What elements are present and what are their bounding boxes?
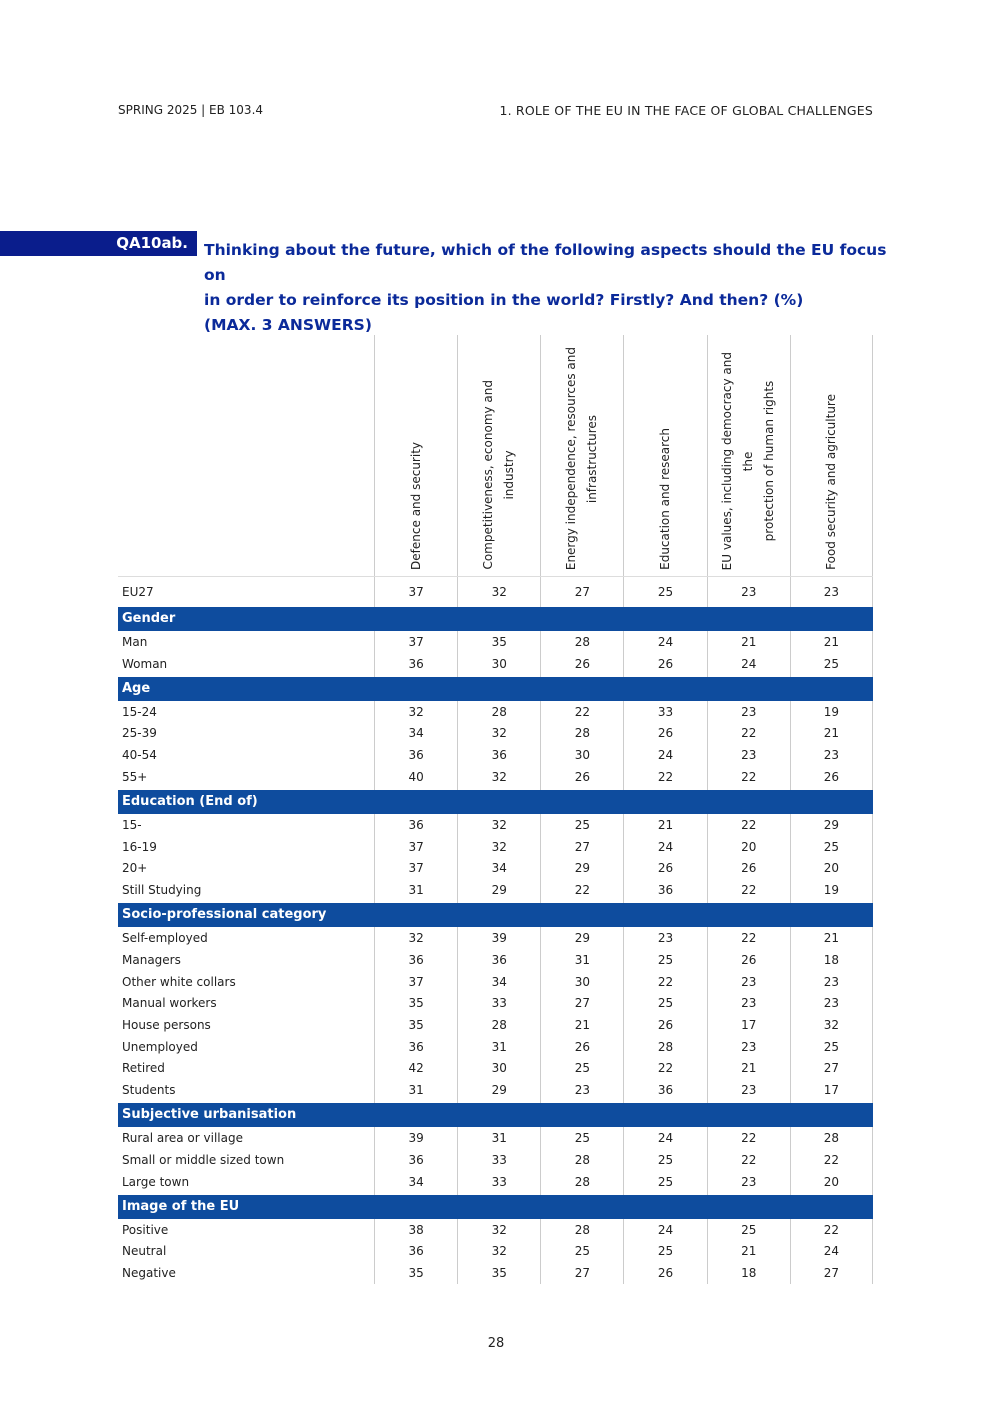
row-label: 25-39 (122, 726, 157, 741)
cell-value: 22 (540, 701, 623, 723)
column-header-label (406, 442, 427, 570)
row-spacer-cell (374, 674, 457, 677)
cell-value: 37 (374, 971, 457, 993)
cell-value: 25 (623, 577, 706, 607)
table-row (118, 949, 873, 971)
column-header-line: protection of human rights (762, 380, 777, 542)
question-code: QA10ab. (0, 231, 197, 256)
cell-value: 30 (457, 653, 540, 675)
row-label: Other white collars (122, 974, 236, 989)
cell-value: 23 (707, 577, 790, 607)
cell-value: 24 (790, 1241, 873, 1263)
cell-value: 26 (623, 1014, 706, 1036)
table-row (118, 1079, 873, 1101)
cell-value: 21 (790, 927, 873, 949)
cell-value: 21 (623, 814, 706, 836)
column-header-line: Defence and security (408, 442, 423, 570)
row-spacer-cell (457, 788, 540, 791)
cell-value: 35 (374, 1014, 457, 1036)
cell-value: 26 (623, 858, 706, 880)
row-spacer-cell (540, 674, 623, 677)
column-header-line: EU values, including democracy and (720, 351, 735, 570)
cell-value: 25 (790, 1036, 873, 1058)
row-label: Self-employed (122, 931, 208, 946)
cell-value: 17 (790, 1079, 873, 1101)
row-spacer-cell (540, 901, 623, 904)
cell-value: 20 (790, 1171, 873, 1193)
cell-value: 28 (457, 1014, 540, 1036)
cell-value: 22 (707, 814, 790, 836)
cell-value: 23 (707, 1036, 790, 1058)
table-row (118, 814, 873, 836)
cell-value: 26 (540, 766, 623, 788)
cell-value: 25 (623, 992, 706, 1014)
cell-value: 21 (540, 1014, 623, 1036)
cell-value: 31 (540, 949, 623, 971)
row-label: Rural area or village (122, 1131, 243, 1146)
table-row (118, 723, 873, 745)
column-header-label (655, 428, 676, 570)
cell-value: 36 (374, 1149, 457, 1171)
cell-value: 18 (790, 949, 873, 971)
cell-value: 20 (707, 836, 790, 858)
row-spacer-label (118, 674, 374, 677)
table-row (118, 1036, 873, 1058)
cell-value: 35 (457, 1262, 540, 1284)
column-header-line: Education and research (658, 428, 673, 570)
table-row (118, 653, 873, 675)
cell-value: 23 (707, 1079, 790, 1101)
cell-value: 37 (374, 836, 457, 858)
row-label: Manual workers (122, 996, 217, 1011)
cell-value: 25 (707, 1219, 790, 1241)
cell-value: 23 (707, 701, 790, 723)
column-header-label (478, 380, 520, 570)
column-header-line: the (741, 451, 756, 471)
cell-value: 23 (707, 744, 790, 766)
cell-value: 26 (540, 653, 623, 675)
cell-value: 24 (623, 1219, 706, 1241)
cell-value: 29 (540, 927, 623, 949)
table-row (118, 927, 873, 949)
question-title-line: (MAX. 3 ANSWERS) (204, 316, 372, 334)
row-spacer-cell (457, 1101, 540, 1104)
cell-value: 25 (540, 1127, 623, 1149)
column-header-label (717, 352, 780, 570)
table-row (118, 766, 873, 788)
cell-value: 28 (457, 701, 540, 723)
column-header-line: infrastructures (585, 414, 600, 503)
cell-value: 22 (707, 927, 790, 949)
cell-value: 29 (790, 814, 873, 836)
cell-value: 28 (540, 631, 623, 653)
cell-value: 21 (790, 723, 873, 745)
cell-value: 21 (707, 1241, 790, 1263)
table-row (118, 744, 873, 766)
section-header: Gender (118, 607, 873, 631)
cell-value: 36 (623, 879, 706, 901)
cell-value: 29 (540, 858, 623, 880)
row-spacer-cell (540, 788, 623, 791)
row-spacer-cell (623, 788, 706, 791)
cell-value: 26 (707, 949, 790, 971)
cell-value: 42 (374, 1058, 457, 1080)
question-title-line: in order to reinforce its position in the world? Firstly? And then? (%) (204, 291, 804, 309)
cell-value: 23 (623, 927, 706, 949)
row-spacer-cell (540, 1101, 623, 1104)
cell-value: 38 (374, 1219, 457, 1241)
cell-value: 34 (374, 1171, 457, 1193)
cell-value: 28 (540, 1171, 623, 1193)
row-spacer-cell (790, 788, 873, 791)
cell-value: 32 (457, 1241, 540, 1263)
page-number: 28 (487, 1336, 505, 1351)
cell-value: 28 (623, 1036, 706, 1058)
cell-value: 26 (623, 653, 706, 675)
row-label: 16-19 (122, 839, 157, 854)
row-label: Woman (122, 656, 168, 671)
cell-value: 31 (374, 879, 457, 901)
cell-value: 28 (540, 723, 623, 745)
cell-value: 33 (457, 1149, 540, 1171)
cell-value: 32 (457, 836, 540, 858)
row-label: 20+ (122, 861, 148, 876)
table-row (118, 1171, 873, 1193)
table-row (118, 1262, 873, 1284)
row-label: Neutral (122, 1244, 167, 1259)
cell-value: 27 (540, 577, 623, 607)
table-row (118, 971, 873, 993)
cell-value: 25 (790, 836, 873, 858)
cell-value: 25 (623, 1171, 706, 1193)
table-row (118, 701, 873, 723)
cell-value: 29 (457, 879, 540, 901)
cell-value: 24 (623, 1127, 706, 1149)
row-label: 15- (122, 817, 142, 832)
cell-value: 21 (790, 631, 873, 653)
row-spacer-cell (790, 1101, 873, 1104)
section-header: Subjective urbanisation (118, 1103, 873, 1127)
table-row (118, 1058, 873, 1080)
row-spacer-cell (457, 901, 540, 904)
chapter-title: 1. ROLE OF THE EU IN THE FACE OF GLOBAL CHALLENGES (499, 103, 873, 118)
row-spacer-cell (707, 1101, 790, 1104)
cell-value: 22 (707, 1149, 790, 1171)
cell-value: 25 (623, 1241, 706, 1263)
row-label: Small or middle sized town (122, 1152, 285, 1167)
section-header: Age (118, 677, 873, 701)
cell-value: 32 (790, 1014, 873, 1036)
cell-value: 23 (540, 1079, 623, 1101)
cell-value: 26 (623, 1262, 706, 1284)
cell-value: 39 (374, 1127, 457, 1149)
row-spacer-cell (790, 674, 873, 677)
cell-value: 25 (623, 1149, 706, 1171)
cell-value: 36 (374, 814, 457, 836)
cell-value: 36 (457, 949, 540, 971)
row-spacer-cell (623, 674, 706, 677)
cell-value: 36 (374, 744, 457, 766)
column-header-line: Energy independence, resources and (564, 346, 579, 570)
column-header (790, 335, 873, 576)
table-row (118, 1241, 873, 1263)
cell-value: 33 (457, 992, 540, 1014)
cell-value: 28 (540, 1149, 623, 1171)
row-label: Negative (122, 1266, 176, 1281)
row-spacer-cell (623, 1192, 706, 1195)
table-row (118, 631, 873, 653)
cell-value: 32 (374, 927, 457, 949)
cell-value: 32 (457, 766, 540, 788)
question-title-line: Thinking about the future, which of the following aspects should the EU focus on (204, 241, 887, 284)
row-spacer-cell (374, 788, 457, 791)
row-label: Retired (122, 1061, 165, 1076)
table-row (118, 858, 873, 880)
cell-value: 30 (457, 1058, 540, 1080)
table-row (118, 1014, 873, 1036)
row-label: Man (122, 634, 148, 649)
cell-value: 23 (790, 971, 873, 993)
cell-value: 32 (457, 723, 540, 745)
column-header-row (118, 335, 873, 576)
results-table (118, 335, 873, 1284)
cell-value: 22 (707, 766, 790, 788)
table-row (118, 836, 873, 858)
column-header-blank (118, 335, 374, 576)
row-spacer-cell (457, 674, 540, 677)
cell-value: 17 (707, 1014, 790, 1036)
cell-value: 25 (790, 653, 873, 675)
section-header: Socio-professional category (118, 903, 873, 927)
row-spacer-cell (707, 788, 790, 791)
cell-value: 23 (790, 744, 873, 766)
column-header (457, 335, 540, 576)
report-edition: SPRING 2025 | EB 103.4 (118, 103, 264, 117)
cell-value: 18 (707, 1262, 790, 1284)
cell-value: 31 (457, 1036, 540, 1058)
cell-value: 24 (707, 653, 790, 675)
cell-value: 21 (707, 631, 790, 653)
cell-value: 23 (790, 992, 873, 1014)
cell-value: 21 (707, 1058, 790, 1080)
row-label: 40-54 (122, 748, 157, 763)
cell-value: 19 (790, 879, 873, 901)
row-label: 55+ (122, 769, 148, 784)
question-title (204, 238, 894, 338)
cell-value: 34 (374, 723, 457, 745)
cell-value: 29 (457, 1079, 540, 1101)
table-row (118, 1127, 873, 1149)
cell-value: 34 (457, 858, 540, 880)
table-row (118, 576, 873, 607)
cell-value: 30 (540, 971, 623, 993)
cell-value: 37 (374, 577, 457, 607)
row-spacer-cell (790, 901, 873, 904)
column-header-line: Competitiveness, economy and (481, 380, 496, 570)
cell-value: 32 (374, 701, 457, 723)
row-label: Large town (122, 1174, 190, 1189)
row-label: EU27 (122, 585, 154, 599)
cell-value: 22 (707, 723, 790, 745)
cell-value: 22 (790, 1219, 873, 1241)
cell-value: 40 (374, 766, 457, 788)
cell-value: 30 (540, 744, 623, 766)
column-header (707, 335, 790, 576)
cell-value: 24 (623, 744, 706, 766)
cell-value: 23 (707, 992, 790, 1014)
cell-value: 22 (623, 766, 706, 788)
cell-value: 36 (457, 744, 540, 766)
row-spacer-cell (374, 1192, 457, 1195)
cell-value: 23 (707, 971, 790, 993)
cell-value: 35 (374, 1262, 457, 1284)
cell-value: 33 (623, 701, 706, 723)
cell-value: 25 (540, 814, 623, 836)
row-label: Still Studying (122, 883, 202, 898)
cell-value: 31 (457, 1127, 540, 1149)
cell-value: 20 (790, 858, 873, 880)
cell-value: 33 (457, 1171, 540, 1193)
row-spacer-cell (374, 901, 457, 904)
cell-value: 32 (457, 577, 540, 607)
cell-value: 27 (790, 1262, 873, 1284)
cell-value: 31 (374, 1079, 457, 1101)
row-spacer-cell (623, 1101, 706, 1104)
cell-value: 37 (374, 631, 457, 653)
row-spacer (118, 674, 873, 677)
column-header-label (561, 347, 603, 570)
column-header (540, 335, 623, 576)
row-spacer-cell (707, 1192, 790, 1195)
cell-value: 22 (540, 879, 623, 901)
table-row (118, 1219, 873, 1241)
column-header-line: Food security and agriculture (823, 394, 838, 570)
row-label: Managers (122, 952, 181, 967)
cell-value: 34 (457, 971, 540, 993)
cell-value: 28 (790, 1127, 873, 1149)
section-header: Education (End of) (118, 790, 873, 814)
row-label: Students (122, 1083, 176, 1098)
cell-value: 27 (540, 1262, 623, 1284)
cell-value: 25 (623, 949, 706, 971)
row-label: Unemployed (122, 1039, 198, 1054)
cell-value: 24 (623, 631, 706, 653)
cell-value: 22 (623, 971, 706, 993)
row-label: 15-24 (122, 704, 157, 719)
row-spacer-cell (707, 901, 790, 904)
cell-value: 36 (623, 1079, 706, 1101)
row-spacer-cell (540, 1192, 623, 1195)
cell-value: 26 (540, 1036, 623, 1058)
column-header-line: industry (502, 450, 517, 500)
row-spacer-cell (374, 1101, 457, 1104)
cell-value: 25 (540, 1058, 623, 1080)
cell-value: 24 (623, 836, 706, 858)
table-row (118, 992, 873, 1014)
row-spacer-cell (623, 901, 706, 904)
cell-value: 22 (707, 1127, 790, 1149)
column-header (374, 335, 457, 576)
cell-value: 25 (540, 1241, 623, 1263)
cell-value: 28 (540, 1219, 623, 1241)
row-label: Positive (122, 1222, 169, 1237)
row-spacer-cell (707, 674, 790, 677)
row-spacer-cell (457, 1192, 540, 1195)
cell-value: 32 (457, 814, 540, 836)
cell-value: 26 (707, 858, 790, 880)
cell-value: 22 (707, 879, 790, 901)
table-row (118, 1149, 873, 1171)
cell-value: 36 (374, 949, 457, 971)
table-row (118, 879, 873, 901)
cell-value: 19 (790, 701, 873, 723)
cell-value: 22 (623, 1058, 706, 1080)
cell-value: 26 (790, 766, 873, 788)
cell-value: 35 (457, 631, 540, 653)
row-label: House persons (122, 1017, 211, 1032)
cell-value: 39 (457, 927, 540, 949)
cell-value: 27 (540, 992, 623, 1014)
column-header-label (821, 394, 842, 570)
cell-value: 36 (374, 653, 457, 675)
cell-value: 32 (457, 1219, 540, 1241)
cell-value: 23 (707, 1171, 790, 1193)
cell-value: 26 (623, 723, 706, 745)
cell-value: 36 (374, 1036, 457, 1058)
cell-value: 23 (790, 577, 873, 607)
section-header: Image of the EU (118, 1195, 873, 1219)
cell-value: 37 (374, 858, 457, 880)
cell-value: 36 (374, 1241, 457, 1263)
column-header (623, 335, 706, 576)
cell-value: 27 (540, 836, 623, 858)
row-spacer-cell (790, 1192, 873, 1195)
cell-value: 35 (374, 992, 457, 1014)
cell-value: 22 (790, 1149, 873, 1171)
cell-value: 27 (790, 1058, 873, 1080)
